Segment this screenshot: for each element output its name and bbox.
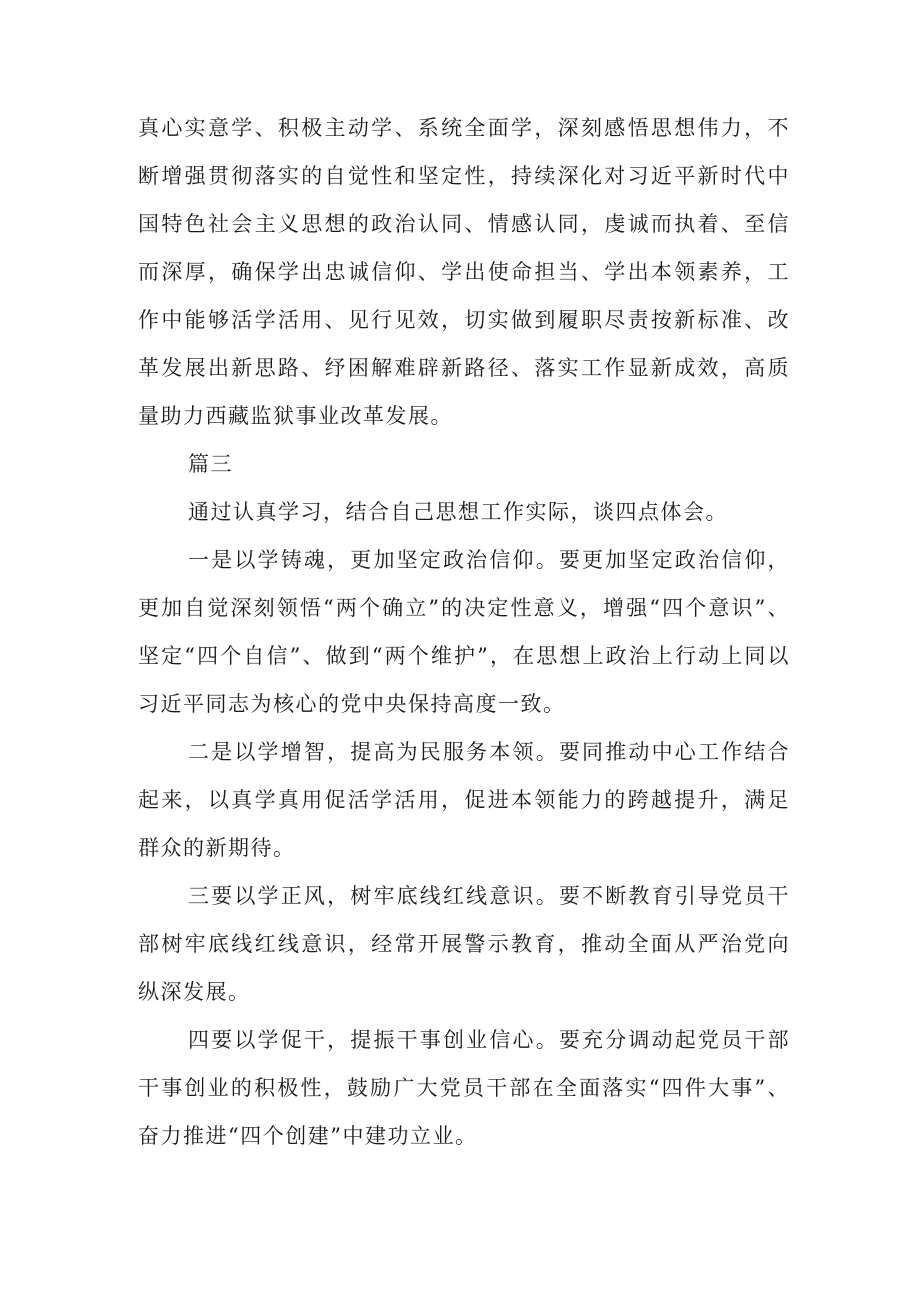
point-four-paragraph: 四要以学促干，提振干事创业信心。要充分调动起党员干部干事创业的积极性，鼓励广大党员干部在全面落实“四件大事”、奋力推进“四个创建”中建功立业。 <box>138 1028 790 1148</box>
document-page <box>138 104 790 1160</box>
point-two-paragraph: 二是以学增智，提高为民服务本领。要同推动中心工作结合起来，以真学真用促活学活用，促进本领能力的跨越提升，满足群众的新期待。 <box>138 740 790 860</box>
section-title: 篇三 <box>188 452 233 476</box>
point-one-paragraph: 一是以学铸魂，更加坚定政治信仰。要更加坚定政治信仰，更加自觉深刻领悟“两个确立”的决定性意义，增强“四个意识”、坚定“四个自信”、做到“两个维护”，在思想上政治上行动上同以习近平同志为核心的党中央保持高度一致。 <box>138 548 790 716</box>
point-three-paragraph: 三要以学正风，树牢底线红线意识。要不断教育引导党员干部树牢底线红线意识，经常开展警示教育，推动全面从严治党向纵深发展。 <box>138 884 790 1004</box>
continuation-paragraph: 真心实意学、积极主动学、系统全面学，深刻感悟思想伟力，不断增强贯彻落实的自觉性和坚定性，持续深化对习近平新时代中国特色社会主义思想的政治认同、情感认同，虔诚而执着、至信而深厚，确保学出忠诚信仰、学出使命担当、学出本领素养，工作中能够活学活用、见行见效，切实做到履职尽责按新标准、改革发展出新思路、纾困解难辟新路径、落实工作显新成效，高质量助力西藏监狱事业改革发展。 <box>138 116 790 428</box>
intro-paragraph: 通过认真学习，结合自己思想工作实际，谈四点体会。 <box>188 500 728 524</box>
